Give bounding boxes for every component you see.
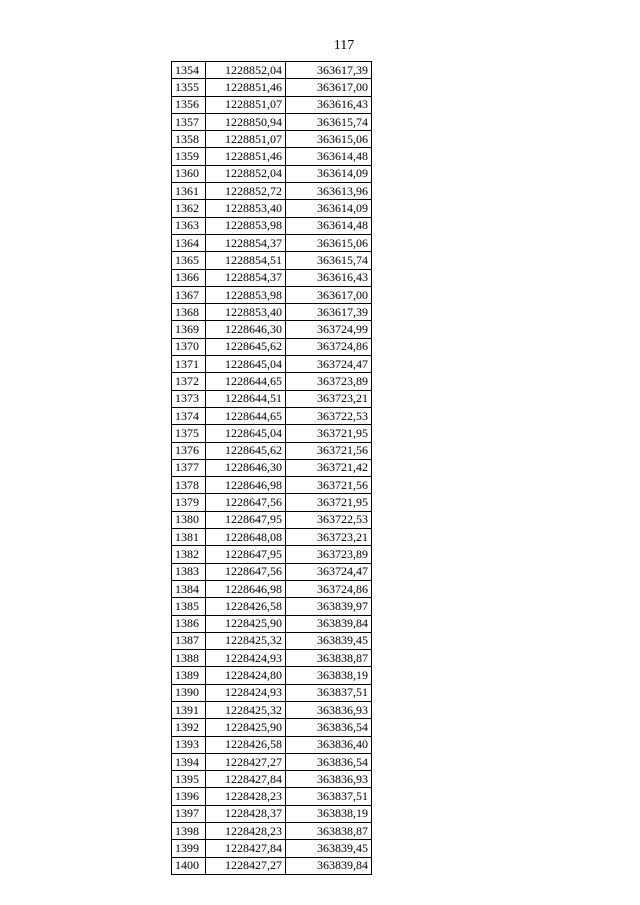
- table-row: [172, 269, 372, 286]
- table-row: [172, 563, 372, 580]
- y-coordinate-cell: 363722,53: [286, 407, 372, 424]
- x-coordinate-cell: 1228852,04: [206, 165, 286, 182]
- x-coordinate-cell: 1228427,27: [206, 857, 286, 874]
- point-number-cell: 1392: [172, 719, 206, 736]
- y-coordinate-cell: 363615,74: [286, 252, 372, 269]
- table-row: [172, 615, 372, 632]
- table-row: [172, 459, 372, 476]
- x-coordinate-cell: 1228646,30: [206, 321, 286, 338]
- x-coordinate-cell: 1228853,40: [206, 304, 286, 321]
- table-row: [172, 684, 372, 701]
- table-row: [172, 148, 372, 165]
- table-row: [172, 442, 372, 459]
- point-number-cell: 1364: [172, 234, 206, 251]
- point-number-cell: 1390: [172, 684, 206, 701]
- x-coordinate-cell: 1228424,93: [206, 650, 286, 667]
- point-number-cell: 1381: [172, 529, 206, 546]
- y-coordinate-cell: 363615,06: [286, 131, 372, 148]
- point-number-cell: 1371: [172, 356, 206, 373]
- y-coordinate-cell: 363836,93: [286, 771, 372, 788]
- x-coordinate-cell: 1228854,51: [206, 252, 286, 269]
- point-number-cell: 1382: [172, 546, 206, 563]
- x-coordinate-cell: 1228425,90: [206, 615, 286, 632]
- y-coordinate-cell: 363838,87: [286, 650, 372, 667]
- table-row: [172, 546, 372, 563]
- table-row: [172, 113, 372, 130]
- x-coordinate-cell: 1228852,72: [206, 183, 286, 200]
- y-coordinate-cell: 363723,89: [286, 546, 372, 563]
- point-number-cell: 1389: [172, 667, 206, 684]
- table-row: [172, 580, 372, 597]
- point-number-cell: 1378: [172, 477, 206, 494]
- point-number-cell: 1373: [172, 390, 206, 407]
- point-number-cell: 1357: [172, 113, 206, 130]
- table-row: [172, 667, 372, 684]
- point-number-cell: 1355: [172, 79, 206, 96]
- x-coordinate-cell: 1228854,37: [206, 269, 286, 286]
- table-row: [172, 96, 372, 113]
- point-number-cell: 1377: [172, 459, 206, 476]
- y-coordinate-cell: 363615,06: [286, 234, 372, 251]
- table-row: [172, 286, 372, 303]
- y-coordinate-cell: 363836,40: [286, 736, 372, 753]
- point-number-cell: 1356: [172, 96, 206, 113]
- y-coordinate-cell: 363839,45: [286, 632, 372, 649]
- y-coordinate-cell: 363839,84: [286, 857, 372, 874]
- point-number-cell: 1379: [172, 494, 206, 511]
- point-number-cell: 1387: [172, 632, 206, 649]
- point-number-cell: 1380: [172, 511, 206, 528]
- table-row: [172, 857, 372, 874]
- y-coordinate-cell: 363721,95: [286, 494, 372, 511]
- point-number-cell: 1395: [172, 771, 206, 788]
- x-coordinate-cell: 1228427,27: [206, 753, 286, 770]
- x-coordinate-cell: 1228425,32: [206, 701, 286, 718]
- y-coordinate-cell: 363721,42: [286, 459, 372, 476]
- table-row: [172, 217, 372, 234]
- x-coordinate-cell: 1228424,80: [206, 667, 286, 684]
- y-coordinate-cell: 363723,21: [286, 529, 372, 546]
- y-coordinate-cell: 363837,51: [286, 788, 372, 805]
- point-number-cell: 1369: [172, 321, 206, 338]
- y-coordinate-cell: 363613,96: [286, 183, 372, 200]
- table-row: [172, 390, 372, 407]
- x-coordinate-cell: 1228648,08: [206, 529, 286, 546]
- point-number-cell: 1359: [172, 148, 206, 165]
- y-coordinate-cell: 363836,54: [286, 753, 372, 770]
- y-coordinate-cell: 363722,53: [286, 511, 372, 528]
- x-coordinate-cell: 1228646,98: [206, 477, 286, 494]
- table-row: [172, 165, 372, 182]
- y-coordinate-cell: 363838,19: [286, 805, 372, 822]
- point-number-cell: 1372: [172, 373, 206, 390]
- y-coordinate-cell: 363838,87: [286, 823, 372, 840]
- y-coordinate-cell: 363724,99: [286, 321, 372, 338]
- point-number-cell: 1375: [172, 425, 206, 442]
- x-coordinate-cell: 1228427,84: [206, 840, 286, 857]
- x-coordinate-cell: 1228644,51: [206, 390, 286, 407]
- table-row: [172, 425, 372, 442]
- table-row: [172, 131, 372, 148]
- point-number-cell: 1400: [172, 857, 206, 874]
- y-coordinate-cell: 363617,39: [286, 62, 372, 79]
- y-coordinate-cell: 363617,39: [286, 304, 372, 321]
- y-coordinate-cell: 363614,48: [286, 148, 372, 165]
- y-coordinate-cell: 363615,74: [286, 113, 372, 130]
- y-coordinate-cell: 363724,86: [286, 338, 372, 355]
- table-row: [172, 529, 372, 546]
- y-coordinate-cell: 363724,47: [286, 563, 372, 580]
- point-number-cell: 1385: [172, 598, 206, 615]
- x-coordinate-cell: 1228851,07: [206, 96, 286, 113]
- point-number-cell: 1362: [172, 200, 206, 217]
- x-coordinate-cell: 1228853,98: [206, 286, 286, 303]
- x-coordinate-cell: 1228424,93: [206, 684, 286, 701]
- x-coordinate-cell: 1228645,62: [206, 442, 286, 459]
- point-number-cell: 1366: [172, 269, 206, 286]
- point-number-cell: 1370: [172, 338, 206, 355]
- point-number-cell: 1394: [172, 753, 206, 770]
- point-number-cell: 1376: [172, 442, 206, 459]
- y-coordinate-cell: 363837,51: [286, 684, 372, 701]
- x-coordinate-cell: 1228854,37: [206, 234, 286, 251]
- x-coordinate-cell: 1228426,58: [206, 598, 286, 615]
- table-row: [172, 840, 372, 857]
- x-coordinate-cell: 1228425,90: [206, 719, 286, 736]
- x-coordinate-cell: 1228852,04: [206, 62, 286, 79]
- point-number-cell: 1391: [172, 701, 206, 718]
- table-row: [172, 805, 372, 822]
- point-number-cell: 1365: [172, 252, 206, 269]
- y-coordinate-cell: 363617,00: [286, 79, 372, 96]
- y-coordinate-cell: 363839,97: [286, 598, 372, 615]
- coordinates-table-body: [172, 62, 372, 875]
- x-coordinate-cell: 1228851,07: [206, 131, 286, 148]
- x-coordinate-cell: 1228428,23: [206, 823, 286, 840]
- x-coordinate-cell: 1228644,65: [206, 373, 286, 390]
- x-coordinate-cell: 1228645,62: [206, 338, 286, 355]
- x-coordinate-cell: 1228647,56: [206, 563, 286, 580]
- point-number-cell: 1367: [172, 286, 206, 303]
- table-row: [172, 183, 372, 200]
- table-row: [172, 753, 372, 770]
- y-coordinate-cell: 363836,54: [286, 719, 372, 736]
- table-row: [172, 234, 372, 251]
- x-coordinate-cell: 1228428,37: [206, 805, 286, 822]
- x-coordinate-cell: 1228851,46: [206, 148, 286, 165]
- x-coordinate-cell: 1228646,30: [206, 459, 286, 476]
- table-row: [172, 373, 372, 390]
- table-row: [172, 701, 372, 718]
- x-coordinate-cell: 1228646,98: [206, 580, 286, 597]
- x-coordinate-cell: 1228647,95: [206, 511, 286, 528]
- table-row: [172, 407, 372, 424]
- x-coordinate-cell: 1228647,56: [206, 494, 286, 511]
- point-number-cell: 1384: [172, 580, 206, 597]
- y-coordinate-cell: 363614,09: [286, 200, 372, 217]
- y-coordinate-cell: 363838,19: [286, 667, 372, 684]
- y-coordinate-cell: 363616,43: [286, 269, 372, 286]
- table-row: [172, 598, 372, 615]
- point-number-cell: 1399: [172, 840, 206, 857]
- point-number-cell: 1368: [172, 304, 206, 321]
- point-number-cell: 1360: [172, 165, 206, 182]
- table-row: [172, 650, 372, 667]
- y-coordinate-cell: 363839,45: [286, 840, 372, 857]
- y-coordinate-cell: 363721,56: [286, 442, 372, 459]
- table-row: [172, 304, 372, 321]
- point-number-cell: 1354: [172, 62, 206, 79]
- table-row: [172, 338, 372, 355]
- x-coordinate-cell: 1228428,23: [206, 788, 286, 805]
- x-coordinate-cell: 1228851,46: [206, 79, 286, 96]
- y-coordinate-cell: 363836,93: [286, 701, 372, 718]
- y-coordinate-cell: 363617,00: [286, 286, 372, 303]
- point-number-cell: 1393: [172, 736, 206, 753]
- y-coordinate-cell: 363721,95: [286, 425, 372, 442]
- table-row: [172, 79, 372, 96]
- y-coordinate-cell: 363614,09: [286, 165, 372, 182]
- table-row: [172, 62, 372, 79]
- y-coordinate-cell: 363721,56: [286, 477, 372, 494]
- y-coordinate-cell: 363839,84: [286, 615, 372, 632]
- table-row: [172, 511, 372, 528]
- x-coordinate-cell: 1228647,95: [206, 546, 286, 563]
- x-coordinate-cell: 1228853,98: [206, 217, 286, 234]
- x-coordinate-cell: 1228645,04: [206, 356, 286, 373]
- x-coordinate-cell: 1228853,40: [206, 200, 286, 217]
- page-number: 117: [333, 38, 355, 53]
- x-coordinate-cell: 1228644,65: [206, 407, 286, 424]
- y-coordinate-cell: 363723,89: [286, 373, 372, 390]
- table-row: [172, 632, 372, 649]
- table-row: [172, 477, 372, 494]
- table-row: [172, 356, 372, 373]
- y-coordinate-cell: 363723,21: [286, 390, 372, 407]
- x-coordinate-cell: 1228850,94: [206, 113, 286, 130]
- table-row: [172, 823, 372, 840]
- point-number-cell: 1363: [172, 217, 206, 234]
- table-row: [172, 200, 372, 217]
- table-row: [172, 736, 372, 753]
- y-coordinate-cell: 363724,47: [286, 356, 372, 373]
- point-number-cell: 1383: [172, 563, 206, 580]
- point-number-cell: 1388: [172, 650, 206, 667]
- table-row: [172, 252, 372, 269]
- coordinates-table: [171, 61, 372, 875]
- x-coordinate-cell: 1228645,04: [206, 425, 286, 442]
- table-row: [172, 321, 372, 338]
- table-row: [172, 771, 372, 788]
- y-coordinate-cell: 363614,48: [286, 217, 372, 234]
- point-number-cell: 1374: [172, 407, 206, 424]
- x-coordinate-cell: 1228425,32: [206, 632, 286, 649]
- y-coordinate-cell: 363724,86: [286, 580, 372, 597]
- point-number-cell: 1386: [172, 615, 206, 632]
- point-number-cell: 1361: [172, 183, 206, 200]
- table-row: [172, 788, 372, 805]
- point-number-cell: 1358: [172, 131, 206, 148]
- point-number-cell: 1398: [172, 823, 206, 840]
- point-number-cell: 1396: [172, 788, 206, 805]
- table-row: [172, 719, 372, 736]
- x-coordinate-cell: 1228426,58: [206, 736, 286, 753]
- y-coordinate-cell: 363616,43: [286, 96, 372, 113]
- table-row: [172, 494, 372, 511]
- point-number-cell: 1397: [172, 805, 206, 822]
- x-coordinate-cell: 1228427,84: [206, 771, 286, 788]
